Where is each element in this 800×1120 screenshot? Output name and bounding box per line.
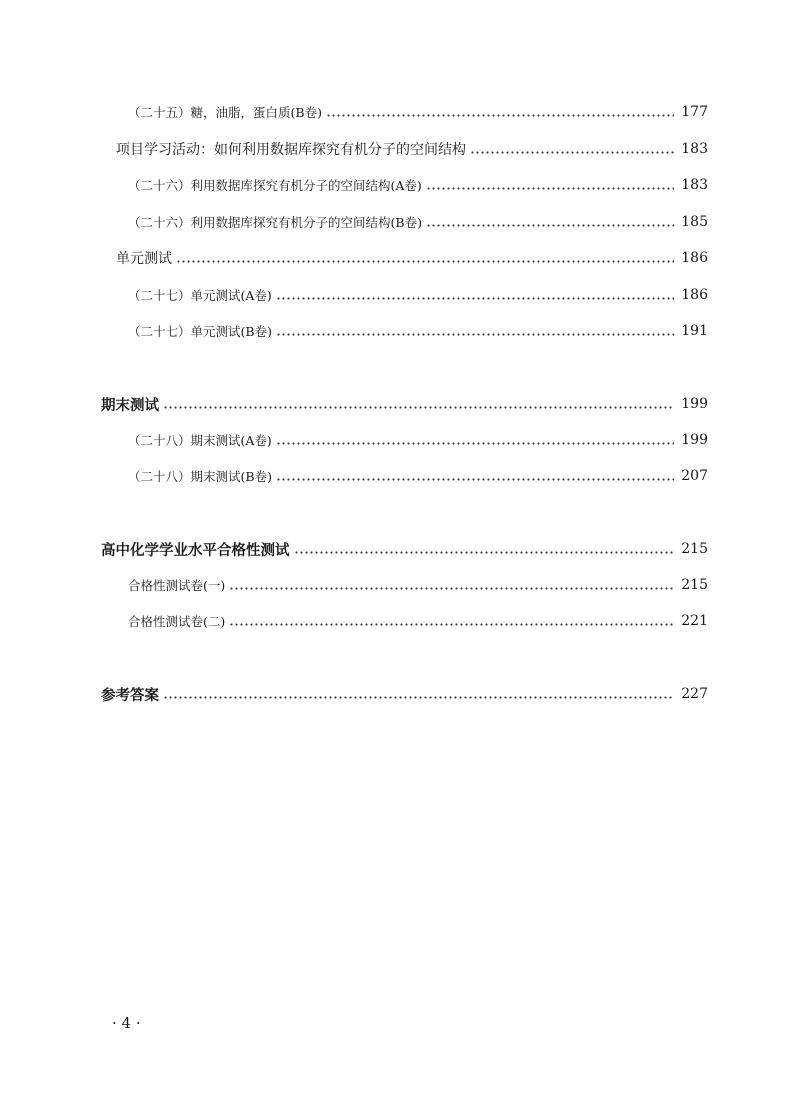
toc-entry-label: 合格性测试卷(二) [128,614,226,629]
toc-line-final-exam[interactable] [0,392,708,416]
toc-entry-label: （二十七）单元测试(A卷) [128,288,272,303]
toc-entry-page: 185 [681,214,708,230]
toc-entry-page: 215 [681,577,708,593]
dot-leader [470,151,674,154]
page-number: · 4 · [112,1014,141,1032]
toc-line-25b[interactable] [0,100,708,124]
dot-leader [163,696,674,699]
dot-leader [176,260,674,263]
toc-line-proficiency-paper-1[interactable] [0,573,708,597]
toc-entry-page: 227 [681,686,708,702]
toc-line-unit-test[interactable] [0,246,708,270]
toc-line-26b[interactable] [0,210,708,234]
toc-entry-page: 186 [681,287,708,303]
toc-entry-label: （二十八）期末测试(B卷) [128,469,272,484]
toc-line-proficiency-paper-2[interactable] [0,609,708,633]
toc-entry-page: 199 [681,396,708,412]
toc-entry-page: 183 [681,141,708,157]
toc-line-28a[interactable] [0,428,708,452]
dot-leader [229,587,674,590]
dot-leader [426,187,674,190]
toc-line-26a[interactable] [0,173,708,197]
toc-entry-page: 183 [681,177,708,193]
dot-leader [276,442,674,445]
dot-leader [163,406,674,409]
toc-entry-label: （二十六）利用数据库探究有机分子的空间结构(A卷) [128,178,422,193]
toc-line-28b[interactable] [0,464,708,488]
toc-entry-page: 191 [681,323,708,339]
toc-entry-label: （二十六）利用数据库探究有机分子的空间结构(B卷) [128,215,422,230]
toc-entry-page: 186 [681,250,708,266]
toc-line-proficiency-test[interactable] [0,537,708,561]
toc-line-27b[interactable] [0,319,708,343]
dot-leader [229,623,674,626]
toc-line-27a[interactable] [0,283,708,307]
dot-leader [276,478,674,481]
toc-entry-page: 215 [681,541,708,557]
toc-entry-page: 177 [681,104,708,120]
toc-line-project-activity[interactable] [0,137,708,161]
toc-entry-page: 221 [681,613,708,629]
toc-entry-label: 单元测试 [116,251,172,267]
toc-entry-label: （二十五）糖，油脂，蛋白质(B卷) [128,105,322,120]
toc-entry-label: 高中化学学业水平合格性测试 [101,542,290,559]
dot-leader [276,297,674,300]
toc-entry-label: （二十七）单元测试(B卷) [128,324,272,339]
toc-line-answers[interactable] [0,682,708,706]
toc-entry-page: 207 [681,468,708,484]
toc-entry-label: 合格性测试卷(一) [128,578,226,593]
toc-entry-label: 参考答案 [101,687,159,704]
dot-leader [426,224,674,227]
toc-entry-label: （二十八）期末测试(A卷) [128,433,272,448]
toc-entry-label: 项目学习活动：如何利用数据库探究有机分子的空间结构 [116,142,466,158]
dot-leader [294,551,675,554]
toc-entry-page: 199 [681,432,708,448]
toc-entry-label: 期末测试 [101,397,159,414]
dot-leader [326,114,674,117]
dot-leader [276,333,674,336]
